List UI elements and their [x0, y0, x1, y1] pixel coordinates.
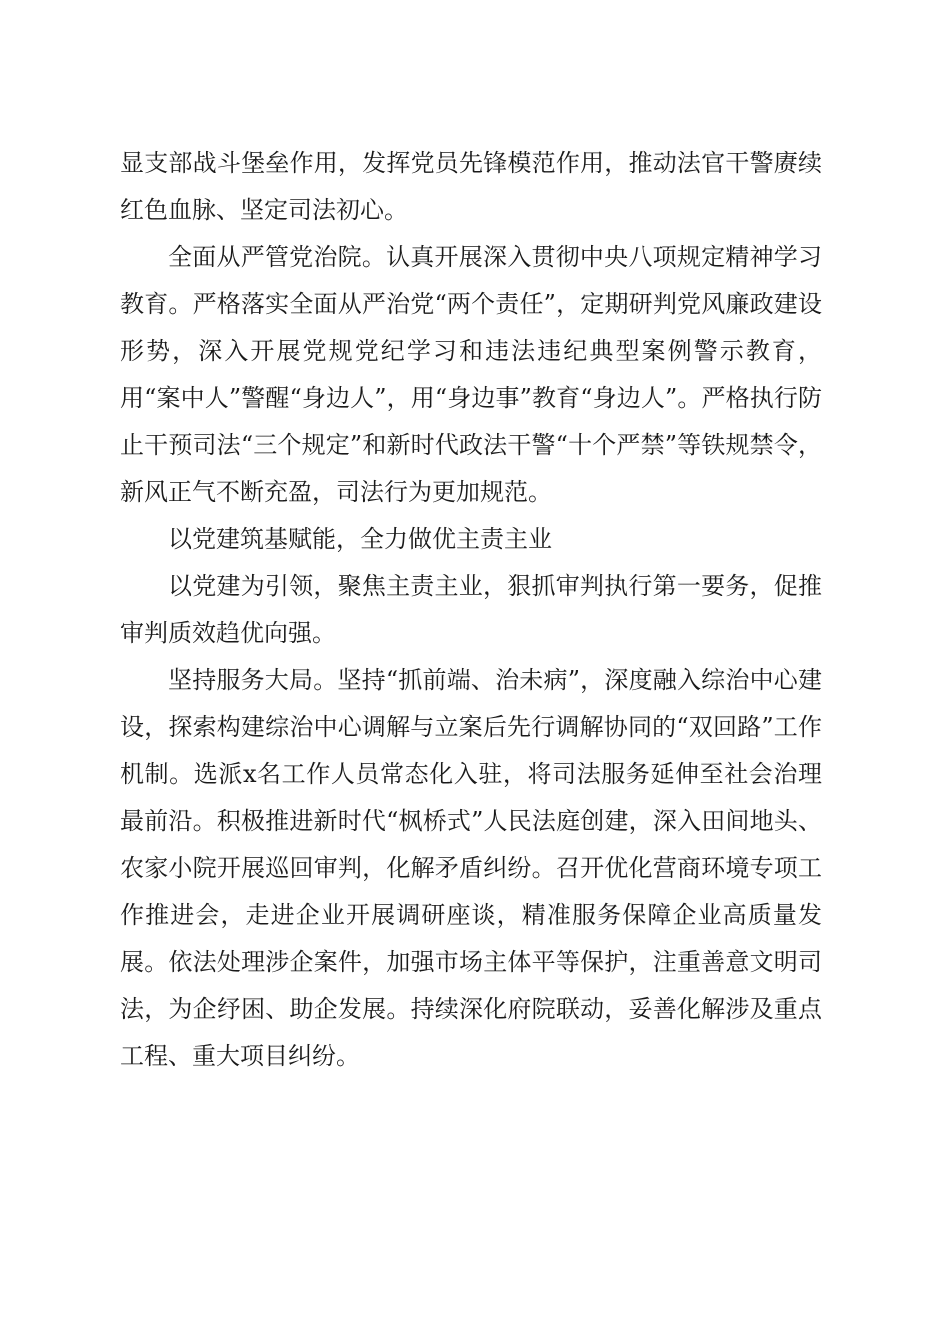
section-heading: 以党建筑基赋能，全力做优主责主业 [168, 525, 552, 553]
document-body [120, 140, 822, 1080]
paragraph-3: 以党建为引领，聚焦主责主业，狠抓审判执行第一要务，促推审判质效趋优向强。 [120, 572, 822, 647]
paragraph-1: 显支部战斗堡垒作用，发挥党员先锋模范作用，推动法官干警赓续红色血脉、坚定司法初心。 [120, 149, 822, 224]
paragraph-2: 全面从严管党治院。认真开展深入贯彻中央八项规定精神学习教育。严格落实全面从严治党“两个责任”，定期研判党风廉政建设形势，深入开展党规党纪学习和违法违纪典型案例警示教育，用“案中人”警醒“身边人”，用“身边事”教育“身边人”。严格执行防止干预司法“三个规定”和新时代政法干警“十个严禁”等铁规禁令，新风正气不断充盈，司法行为更加规范。 [120, 243, 822, 506]
paragraph-4: 坚持服务大局。坚持“抓前端、治未病”，深度融入综治中心建设，探索构建综治中心调解与立案后先行调解协同的“双回路”工作机制。选派x名工作人员常态化入驻，将司法服务延伸至社会治理最前沿。积极推进新时代“枫桥式”人民法庭创建，深入田间地头、农家小院开展巡回审判，化解矛盾纠纷。召开优化营商环境专项工作推进会，走进企业开展调研座谈，精准服务保障企业高质量发展。依法处理涉企案件，加强市场主体平等保护，注重善意文明司法，为企纾困、助企发展。持续深化府院联动，妥善化解涉及重点工程、重大项目纠纷。 [120, 666, 822, 1070]
